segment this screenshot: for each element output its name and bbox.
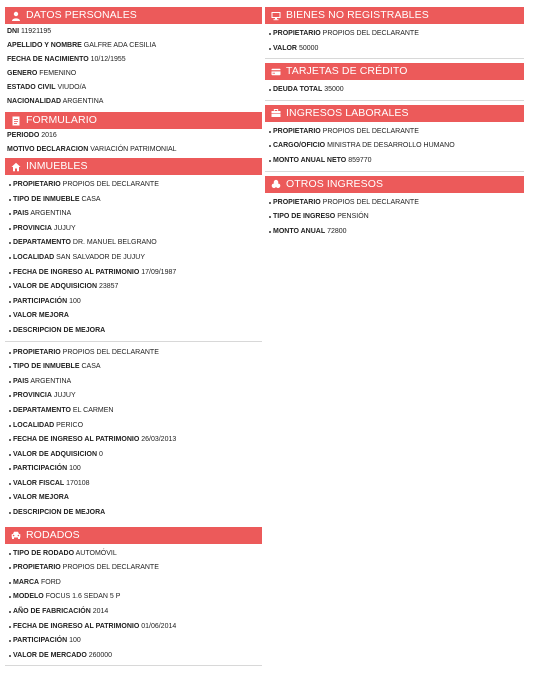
briefcase-icon — [270, 108, 281, 119]
list-item: PARTICIPACIÓN 100 — [5, 295, 262, 310]
rodados-header — [5, 527, 262, 544]
divider — [265, 100, 524, 101]
bienes-no-registrables-title: BIENES NO REGISTRABLES — [286, 9, 429, 21]
list-item: TIPO DE RODADO AUTOMÓVIL — [5, 547, 262, 562]
list-item: PROVINCIA JUJUY — [5, 222, 262, 237]
inmueble-2-list — [5, 346, 262, 521]
formulario-title: FORMULARIO — [26, 114, 98, 126]
list-item: MONTO ANUAL 72800 — [265, 225, 524, 240]
ingresos-laborales-title: INGRESOS LABORALES — [286, 106, 409, 119]
list-item: VALOR DE ADQUISICION 23857 — [5, 280, 262, 295]
ingresos-laborales-header — [265, 105, 524, 122]
tarjetas-credito-header — [265, 63, 524, 80]
list-item: PROPIETARIO PROPIOS DEL DECLARANTE — [5, 346, 262, 361]
list-item: PAIS ARGENTINA — [5, 375, 262, 390]
otros-ingresos-header — [265, 176, 524, 193]
list-item: DESCRIPCION DE MEJORA — [5, 506, 262, 521]
list-item: FECHA DE INGRESO AL PATRIMONIO 01/06/2014 — [5, 620, 262, 635]
list-item: VALOR 50000 — [265, 42, 524, 57]
ingresos-laborales-list — [265, 125, 524, 169]
credit-card-icon — [270, 66, 281, 77]
rodados-list — [5, 547, 262, 664]
list-item: MARCA FORD — [5, 576, 262, 591]
list-item: DESCRIPCION DE MEJORA — [5, 324, 262, 339]
divider — [5, 665, 262, 666]
row-nacionalidad: NACIONALIDAD ARGENTINA — [7, 98, 104, 105]
divider — [5, 341, 262, 342]
row-genero: GENERO FEMENINO — [7, 70, 77, 77]
list-item: TIPO DE INGRESO PENSIÓN — [265, 210, 524, 225]
right-column — [265, 0, 524, 239]
list-item: VALOR MEJORA — [5, 491, 262, 506]
list-item: PARTICIPACIÓN 100 — [5, 462, 262, 477]
row-periodo: PERIODO 2016 — [7, 132, 57, 139]
coins-icon — [270, 179, 281, 190]
list-item: TIPO DE INMUEBLE CASA — [5, 193, 262, 208]
list-item: PROPIETARIO PROPIOS DEL DECLARANTE — [265, 27, 524, 42]
bienes-no-registrables-header — [265, 7, 524, 24]
list-item: PAIS ARGENTINA — [5, 207, 262, 222]
list-item: VALOR FISCAL 170108 — [5, 477, 262, 492]
list-item: PROPIETARIO PROPIOS DEL DECLARANTE — [5, 178, 262, 193]
list-item: PROPIETARIO PROPIOS DEL DECLARANTE — [265, 196, 524, 211]
list-item: LOCALIDAD SAN SALVADOR DE JUJUY — [5, 251, 262, 266]
list-item: DEUDA TOTAL 35000 — [265, 83, 524, 98]
home-icon — [10, 161, 21, 172]
otros-ingresos-list — [265, 196, 524, 240]
user-icon — [10, 10, 21, 21]
divider — [265, 171, 524, 172]
list-item: CARGO/OFICIO MINISTRA DE DESARROLLO HUMANO — [265, 139, 524, 154]
formulario-list — [5, 129, 262, 157]
tarjetas-credito-list — [265, 83, 524, 98]
list-item: VALOR DE MERCADO 260000 — [5, 649, 262, 664]
list-item: AÑO DE FABRICACIÓN 2014 — [5, 605, 262, 620]
datos-personales-title: DATOS PERSONALES — [26, 9, 137, 21]
tarjetas-credito-title: TARJETAS DE CRÉDITO — [286, 65, 408, 78]
divider — [265, 58, 524, 59]
inmuebles-title: INMUEBLES — [26, 160, 88, 172]
list-item: MONTO ANUAL NETO 859770 — [265, 154, 524, 169]
list-item: PROPIETARIO PROPIOS DEL DECLARANTE — [5, 561, 262, 576]
datos-personales-header — [5, 7, 262, 24]
inmueble-1-list — [5, 178, 262, 339]
formulario-header — [5, 112, 262, 129]
inmuebles-header — [5, 158, 262, 175]
list-item: PROVINCIA JUJUY — [5, 389, 262, 404]
list-item: TIPO DE INMUEBLE CASA — [5, 360, 262, 375]
monitor-icon — [270, 10, 281, 21]
document-icon — [10, 115, 21, 126]
car-icon — [10, 530, 21, 541]
left-column — [5, 0, 262, 670]
list-item: DEPARTAMENTO DR. MANUEL BELGRANO — [5, 236, 262, 251]
row-estado-civil: ESTADO CIVIL VIUDO/A — [7, 84, 87, 91]
bienes-no-registrables-list — [265, 27, 524, 56]
list-item: FECHA DE INGRESO AL PATRIMONIO 17/09/1987 — [5, 266, 262, 281]
list-item: PROPIETARIO PROPIOS DEL DECLARANTE — [265, 125, 524, 140]
row-apellido-nombre: APELLIDO Y NOMBRE GALFRE ADA CESILIA — [7, 42, 157, 49]
list-item: VALOR MEJORA — [5, 309, 262, 324]
row-fecha-nacimiento: FECHA DE NACIMIENTO 10/12/1955 — [7, 56, 126, 63]
list-item: MODELO FOCUS 1.6 SEDAN 5 P — [5, 590, 262, 605]
list-item: DEPARTAMENTO EL CARMEN — [5, 404, 262, 419]
otros-ingresos-title: OTROS INGRESOS — [286, 177, 384, 190]
list-item: FECHA DE INGRESO AL PATRIMONIO 26/03/2013 — [5, 433, 262, 448]
list-item: PARTICIPACIÓN 100 — [5, 634, 262, 649]
datos-personales-list — [5, 25, 262, 109]
rodados-title: RODADOS — [26, 528, 80, 541]
list-item: VALOR DE ADQUISICION 0 — [5, 448, 262, 463]
row-dni: DNI 11921195 — [7, 28, 52, 35]
row-motivo-declaracion: MOTIVO DECLARACION VARIACIÓN PATRIMONIAL — [7, 146, 177, 153]
list-item: LOCALIDAD PERICO — [5, 419, 262, 434]
